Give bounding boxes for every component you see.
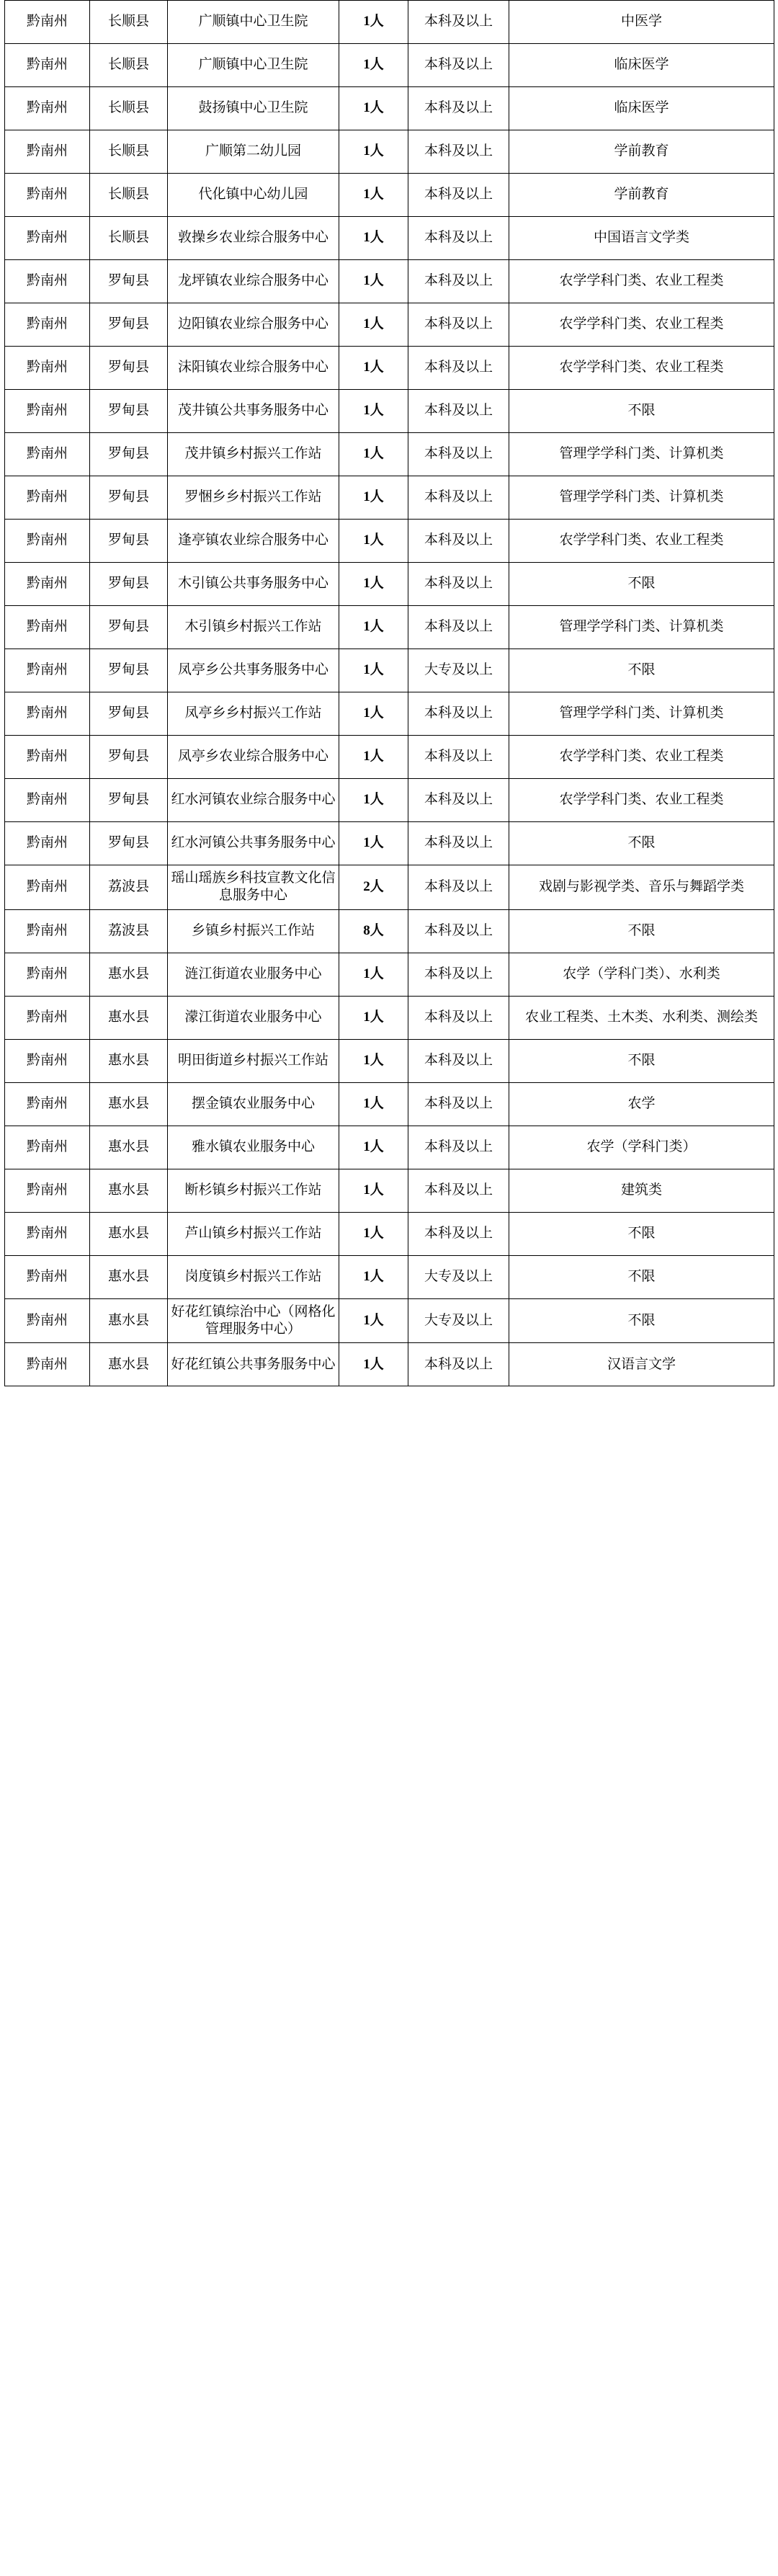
table-row (5, 779, 774, 822)
region-cell: 黔南州 (5, 390, 90, 433)
region-cell: 黔南州 (5, 692, 90, 736)
unit-cell: 茂井镇公共事务服务中心 (168, 390, 339, 433)
county-cell: 惠水县 (90, 1039, 168, 1082)
count-cell: 1人 (339, 347, 408, 390)
region-cell: 黔南州 (5, 909, 90, 953)
region-cell: 黔南州 (5, 217, 90, 260)
major-cell: 农学 (509, 1082, 774, 1126)
table-row (5, 563, 774, 606)
table-row (5, 433, 774, 476)
unit-cell: 凤亭乡公共事务服务中心 (168, 649, 339, 692)
table-row (5, 1169, 774, 1212)
county-cell: 长顺县 (90, 44, 168, 87)
count-cell: 1人 (339, 1126, 408, 1169)
table-row (5, 996, 774, 1039)
county-cell: 罗甸县 (90, 476, 168, 520)
table-row (5, 130, 774, 174)
county-cell: 惠水县 (90, 1126, 168, 1169)
region-cell: 黔南州 (5, 606, 90, 649)
region-cell: 黔南州 (5, 303, 90, 347)
education-cell: 大专及以上 (408, 1298, 509, 1343)
count-cell: 1人 (339, 130, 408, 174)
count-cell: 1人 (339, 433, 408, 476)
count-cell: 1人 (339, 44, 408, 87)
count-cell: 1人 (339, 649, 408, 692)
region-cell: 黔南州 (5, 1039, 90, 1082)
unit-cell: 断杉镇乡村振兴工作站 (168, 1169, 339, 1212)
unit-cell: 逢亭镇农业综合服务中心 (168, 520, 339, 563)
count-cell: 8人 (339, 909, 408, 953)
count-cell: 1人 (339, 390, 408, 433)
county-cell: 罗甸县 (90, 347, 168, 390)
region-cell: 黔南州 (5, 865, 90, 910)
major-cell: 学前教育 (509, 174, 774, 217)
major-cell: 农学学科门类、农业工程类 (509, 260, 774, 303)
unit-cell: 瑶山瑶族乡科技宣教文化信息服务中心 (168, 865, 339, 910)
education-cell: 本科及以上 (408, 953, 509, 996)
education-cell: 大专及以上 (408, 1255, 509, 1298)
count-cell: 1人 (339, 1298, 408, 1343)
major-cell: 农学学科门类、农业工程类 (509, 303, 774, 347)
county-cell: 惠水县 (90, 1082, 168, 1126)
region-cell: 黔南州 (5, 44, 90, 87)
count-cell: 1人 (339, 303, 408, 347)
major-cell: 不限 (509, 649, 774, 692)
region-cell: 黔南州 (5, 779, 90, 822)
table-row (5, 649, 774, 692)
major-cell: 建筑类 (509, 1169, 774, 1212)
county-cell: 惠水县 (90, 996, 168, 1039)
county-cell: 长顺县 (90, 217, 168, 260)
unit-cell: 乡镇乡村振兴工作站 (168, 909, 339, 953)
count-cell: 1人 (339, 996, 408, 1039)
count-cell: 1人 (339, 779, 408, 822)
county-cell: 罗甸县 (90, 390, 168, 433)
unit-cell: 边阳镇农业综合服务中心 (168, 303, 339, 347)
table-row (5, 822, 774, 865)
education-cell: 本科及以上 (408, 433, 509, 476)
major-cell: 管理学学科门类、计算机类 (509, 692, 774, 736)
education-cell: 本科及以上 (408, 174, 509, 217)
major-cell: 中医学 (509, 1, 774, 44)
county-cell: 罗甸县 (90, 563, 168, 606)
recruitment-table (4, 0, 774, 1386)
unit-cell: 濛江街道农业服务中心 (168, 996, 339, 1039)
county-cell: 长顺县 (90, 1, 168, 44)
unit-cell: 凤亭乡乡村振兴工作站 (168, 692, 339, 736)
unit-cell: 木引镇乡村振兴工作站 (168, 606, 339, 649)
region-cell: 黔南州 (5, 1343, 90, 1386)
count-cell: 1人 (339, 476, 408, 520)
table-row (5, 44, 774, 87)
education-cell: 本科及以上 (408, 217, 509, 260)
education-cell: 本科及以上 (408, 736, 509, 779)
major-cell: 管理学学科门类、计算机类 (509, 476, 774, 520)
table-row (5, 953, 774, 996)
county-cell: 惠水县 (90, 1169, 168, 1212)
count-cell: 1人 (339, 1169, 408, 1212)
county-cell: 长顺县 (90, 87, 168, 130)
table-row (5, 174, 774, 217)
count-cell: 1人 (339, 606, 408, 649)
county-cell: 惠水县 (90, 1212, 168, 1255)
major-cell: 不限 (509, 563, 774, 606)
count-cell: 1人 (339, 1255, 408, 1298)
table-row (5, 303, 774, 347)
major-cell: 学前教育 (509, 130, 774, 174)
table-row (5, 909, 774, 953)
education-cell: 本科及以上 (408, 606, 509, 649)
education-cell: 本科及以上 (408, 996, 509, 1039)
major-cell: 不限 (509, 1255, 774, 1298)
table-row (5, 476, 774, 520)
count-cell: 1人 (339, 953, 408, 996)
education-cell: 本科及以上 (408, 476, 509, 520)
region-cell: 黔南州 (5, 433, 90, 476)
education-cell: 本科及以上 (408, 130, 509, 174)
unit-cell: 红水河镇公共事务服务中心 (168, 822, 339, 865)
unit-cell: 摆金镇农业服务中心 (168, 1082, 339, 1126)
count-cell: 1人 (339, 1343, 408, 1386)
major-cell: 农学学科门类、农业工程类 (509, 347, 774, 390)
region-cell: 黔南州 (5, 953, 90, 996)
major-cell: 管理学学科门类、计算机类 (509, 433, 774, 476)
unit-cell: 明田街道乡村振兴工作站 (168, 1039, 339, 1082)
major-cell: 临床医学 (509, 87, 774, 130)
region-cell: 黔南州 (5, 649, 90, 692)
region-cell: 黔南州 (5, 563, 90, 606)
count-cell: 2人 (339, 865, 408, 910)
count-cell: 1人 (339, 217, 408, 260)
unit-cell: 木引镇公共事务服务中心 (168, 563, 339, 606)
table-row (5, 347, 774, 390)
unit-cell: 芦山镇乡村振兴工作站 (168, 1212, 339, 1255)
education-cell: 本科及以上 (408, 1082, 509, 1126)
unit-cell: 茂井镇乡村振兴工作站 (168, 433, 339, 476)
education-cell: 本科及以上 (408, 520, 509, 563)
count-cell: 1人 (339, 260, 408, 303)
major-cell: 不限 (509, 390, 774, 433)
county-cell: 惠水县 (90, 953, 168, 996)
region-cell: 黔南州 (5, 1255, 90, 1298)
count-cell: 1人 (339, 1039, 408, 1082)
unit-cell: 广顺第二幼儿园 (168, 130, 339, 174)
county-cell: 荔波县 (90, 865, 168, 910)
table-body (5, 1, 774, 1386)
county-cell: 罗甸县 (90, 433, 168, 476)
table-row (5, 692, 774, 736)
unit-cell: 沫阳镇农业综合服务中心 (168, 347, 339, 390)
count-cell: 1人 (339, 520, 408, 563)
education-cell: 本科及以上 (408, 87, 509, 130)
region-cell: 黔南州 (5, 1, 90, 44)
region-cell: 黔南州 (5, 1298, 90, 1343)
major-cell: 临床医学 (509, 44, 774, 87)
region-cell: 黔南州 (5, 1082, 90, 1126)
major-cell: 不限 (509, 909, 774, 953)
region-cell: 黔南州 (5, 520, 90, 563)
unit-cell: 涟江街道农业服务中心 (168, 953, 339, 996)
region-cell: 黔南州 (5, 822, 90, 865)
count-cell: 1人 (339, 563, 408, 606)
unit-cell: 广顺镇中心卫生院 (168, 1, 339, 44)
count-cell: 1人 (339, 174, 408, 217)
unit-cell: 凤亭乡农业综合服务中心 (168, 736, 339, 779)
major-cell: 农学学科门类、农业工程类 (509, 736, 774, 779)
county-cell: 惠水县 (90, 1255, 168, 1298)
county-cell: 罗甸县 (90, 822, 168, 865)
unit-cell: 鼓扬镇中心卫生院 (168, 87, 339, 130)
education-cell: 本科及以上 (408, 260, 509, 303)
count-cell: 1人 (339, 736, 408, 779)
region-cell: 黔南州 (5, 1126, 90, 1169)
table-row (5, 1298, 774, 1343)
major-cell: 农学（学科门类） (509, 1126, 774, 1169)
education-cell: 本科及以上 (408, 44, 509, 87)
table-row (5, 736, 774, 779)
education-cell: 本科及以上 (408, 1126, 509, 1169)
education-cell: 本科及以上 (408, 390, 509, 433)
major-cell: 不限 (509, 822, 774, 865)
education-cell: 本科及以上 (408, 347, 509, 390)
education-cell: 本科及以上 (408, 692, 509, 736)
region-cell: 黔南州 (5, 1169, 90, 1212)
table-row (5, 87, 774, 130)
county-cell: 罗甸县 (90, 260, 168, 303)
region-cell: 黔南州 (5, 736, 90, 779)
unit-cell: 红水河镇农业综合服务中心 (168, 779, 339, 822)
major-cell: 农学学科门类、农业工程类 (509, 779, 774, 822)
count-cell: 1人 (339, 87, 408, 130)
education-cell: 本科及以上 (408, 1343, 509, 1386)
table-row (5, 1039, 774, 1082)
table-row (5, 1255, 774, 1298)
region-cell: 黔南州 (5, 87, 90, 130)
table-row (5, 1126, 774, 1169)
major-cell: 戏剧与影视学类、音乐与舞蹈学类 (509, 865, 774, 910)
region-cell: 黔南州 (5, 347, 90, 390)
education-cell: 本科及以上 (408, 909, 509, 953)
education-cell: 本科及以上 (408, 563, 509, 606)
unit-cell: 好花红镇公共事务服务中心 (168, 1343, 339, 1386)
table-row (5, 260, 774, 303)
education-cell: 大专及以上 (408, 649, 509, 692)
table-row (5, 1212, 774, 1255)
county-cell: 荔波县 (90, 909, 168, 953)
county-cell: 罗甸县 (90, 736, 168, 779)
county-cell: 长顺县 (90, 174, 168, 217)
table-row (5, 1343, 774, 1386)
education-cell: 本科及以上 (408, 865, 509, 910)
education-cell: 本科及以上 (408, 1212, 509, 1255)
education-cell: 本科及以上 (408, 1039, 509, 1082)
region-cell: 黔南州 (5, 130, 90, 174)
table-row (5, 606, 774, 649)
count-cell: 1人 (339, 692, 408, 736)
table-row (5, 520, 774, 563)
unit-cell: 岗度镇乡村振兴工作站 (168, 1255, 339, 1298)
education-cell: 本科及以上 (408, 822, 509, 865)
county-cell: 惠水县 (90, 1298, 168, 1343)
county-cell: 长顺县 (90, 130, 168, 174)
major-cell: 汉语言文学 (509, 1343, 774, 1386)
count-cell: 1人 (339, 822, 408, 865)
table-row (5, 1, 774, 44)
unit-cell: 雅水镇农业服务中心 (168, 1126, 339, 1169)
unit-cell: 罗悃乡乡村振兴工作站 (168, 476, 339, 520)
county-cell: 罗甸县 (90, 779, 168, 822)
major-cell: 中国语言文学类 (509, 217, 774, 260)
major-cell: 管理学学科门类、计算机类 (509, 606, 774, 649)
table-row (5, 1082, 774, 1126)
education-cell: 本科及以上 (408, 779, 509, 822)
education-cell: 本科及以上 (408, 1, 509, 44)
major-cell: 不限 (509, 1039, 774, 1082)
unit-cell: 代化镇中心幼儿园 (168, 174, 339, 217)
county-cell: 罗甸县 (90, 520, 168, 563)
unit-cell: 龙坪镇农业综合服务中心 (168, 260, 339, 303)
unit-cell: 广顺镇中心卫生院 (168, 44, 339, 87)
region-cell: 黔南州 (5, 1212, 90, 1255)
region-cell: 黔南州 (5, 996, 90, 1039)
county-cell: 惠水县 (90, 1343, 168, 1386)
county-cell: 罗甸县 (90, 692, 168, 736)
major-cell: 不限 (509, 1212, 774, 1255)
region-cell: 黔南州 (5, 476, 90, 520)
county-cell: 罗甸县 (90, 606, 168, 649)
unit-cell: 敦操乡农业综合服务中心 (168, 217, 339, 260)
major-cell: 农业工程类、土木类、水利类、测绘类 (509, 996, 774, 1039)
county-cell: 罗甸县 (90, 649, 168, 692)
education-cell: 本科及以上 (408, 303, 509, 347)
count-cell: 1人 (339, 1212, 408, 1255)
unit-cell: 好花红镇综治中心（网格化管理服务中心） (168, 1298, 339, 1343)
major-cell: 农学（学科门类）、水利类 (509, 953, 774, 996)
major-cell: 不限 (509, 1298, 774, 1343)
county-cell: 罗甸县 (90, 303, 168, 347)
count-cell: 1人 (339, 1082, 408, 1126)
count-cell: 1人 (339, 1, 408, 44)
major-cell: 农学学科门类、农业工程类 (509, 520, 774, 563)
region-cell: 黔南州 (5, 174, 90, 217)
table-row (5, 217, 774, 260)
table-row (5, 865, 774, 910)
table-row (5, 390, 774, 433)
region-cell: 黔南州 (5, 260, 90, 303)
education-cell: 本科及以上 (408, 1169, 509, 1212)
